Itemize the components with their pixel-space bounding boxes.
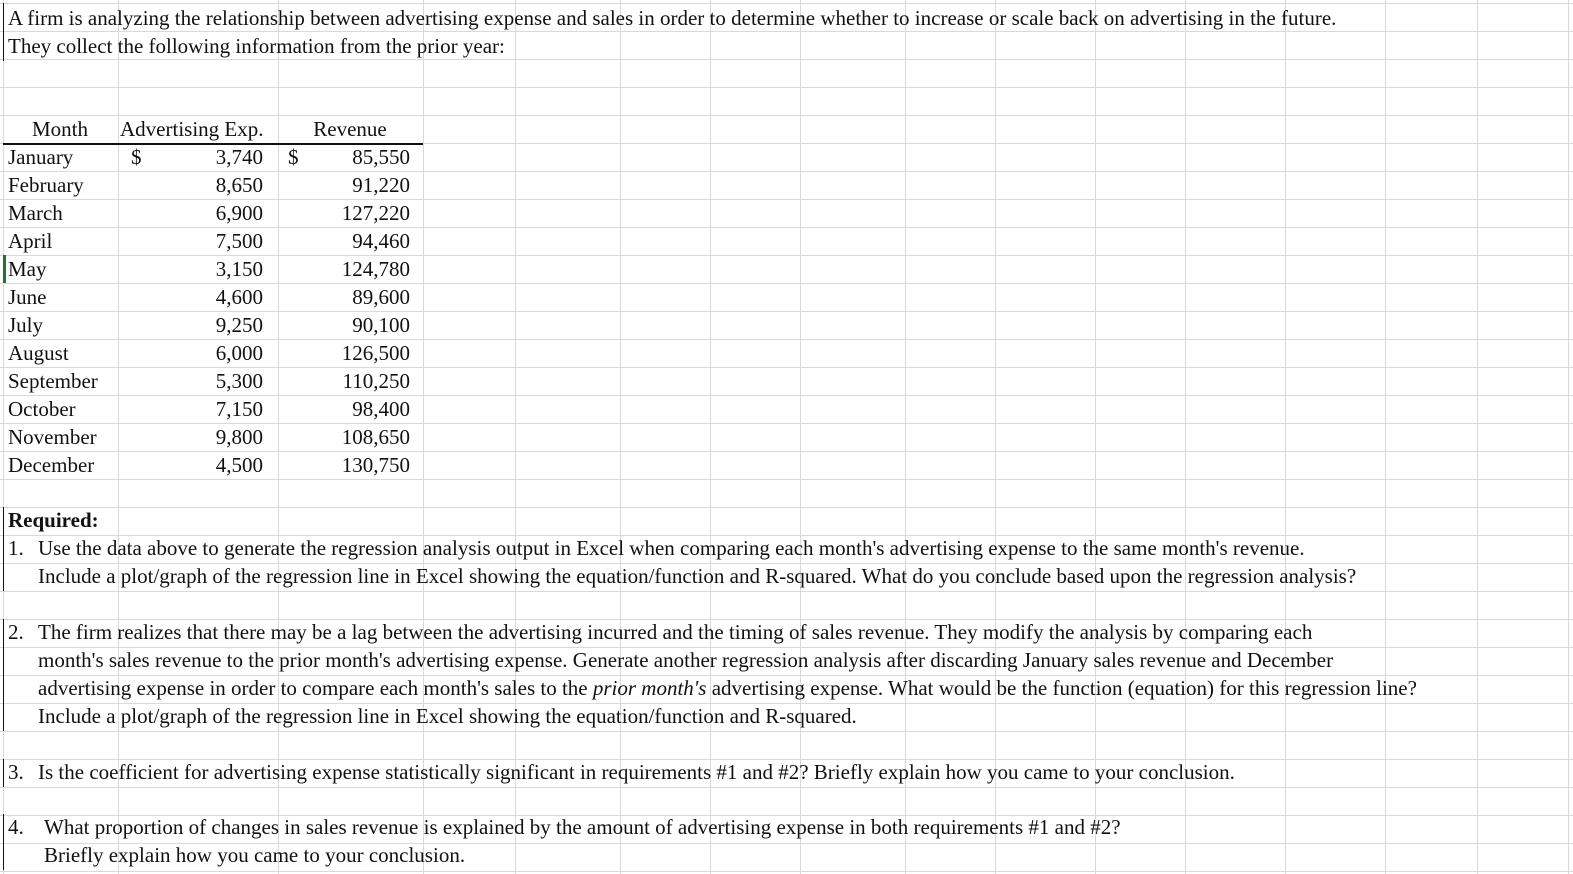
- table-cell-revenue[interactable]: 91,220: [352, 173, 410, 197]
- q1-line-1[interactable]: Use the data above to generate the regression analysis output in Excel when comparing each month's advertising expense to the same month's revenue.: [38, 536, 1305, 560]
- q1-border-left: [3, 507, 4, 591]
- table-cell-advertising[interactable]: 4,500: [215, 453, 263, 477]
- table-cell-month[interactable]: November: [8, 425, 97, 449]
- currency-symbol-advertising: $: [131, 145, 142, 169]
- header-revenue[interactable]: Revenue: [313, 117, 387, 141]
- q3-number: 3.: [8, 760, 24, 784]
- q4-line-2[interactable]: Briefly explain how you came to your conclusion.: [44, 843, 466, 867]
- required-heading[interactable]: Required:: [8, 508, 99, 532]
- table-cell-month[interactable]: October: [8, 397, 76, 421]
- table-cell-month[interactable]: April: [8, 229, 53, 253]
- q4-line-1[interactable]: What proportion of changes in sales revenue is explained by the amount of advertising expense in both requirements #1 and #2?: [44, 815, 1121, 839]
- q3-border-left: [3, 759, 4, 787]
- table-cell-month[interactable]: September: [8, 369, 98, 393]
- table-cell-revenue[interactable]: 89,600: [352, 285, 410, 309]
- q2-line-3-end: advertising expense. What would be the function (equation) for this regression line?: [706, 676, 1417, 700]
- table-cell-revenue[interactable]: 85,550: [352, 145, 410, 169]
- table-cell-month[interactable]: February: [8, 173, 84, 197]
- table-cell-advertising[interactable]: 5,300: [215, 369, 263, 393]
- q2-line-2[interactable]: month's sales revenue to the prior month's advertising expense. Generate another regression analysis after discarding January sales revenue and December: [38, 648, 1334, 672]
- table-cell-advertising[interactable]: 7,500: [215, 229, 263, 253]
- table-cell-revenue[interactable]: 127,220: [341, 201, 410, 225]
- table-cell-revenue[interactable]: 90,100: [352, 313, 410, 337]
- table-cell-advertising[interactable]: 9,800: [215, 425, 263, 449]
- table-cell-revenue[interactable]: 98,400: [352, 397, 410, 421]
- header-advertising[interactable]: Advertising Exp.: [120, 117, 264, 141]
- q2-border-left: [3, 619, 4, 731]
- q2-number: 2.: [8, 620, 24, 644]
- q2-line-3[interactable]: [38, 674, 1417, 702]
- intro-line-2[interactable]: They collect the following information from the prior year:: [8, 34, 505, 58]
- table-cell-advertising[interactable]: 4,600: [215, 285, 263, 309]
- table-cell-revenue[interactable]: 94,460: [352, 229, 410, 253]
- intro-border-left: [3, 3, 4, 61]
- table-cell-month[interactable]: August: [8, 341, 69, 365]
- q3-line-1[interactable]: Is the coefficient for advertising expense statistically significant in requirements #1 and #2? Briefly explain how you came to your conclusion.: [38, 760, 1235, 784]
- table-cell-revenue[interactable]: 130,750: [341, 453, 410, 477]
- table-cell-advertising[interactable]: 3,150: [215, 257, 263, 281]
- q2-line-1[interactable]: The firm realizes that there may be a lag between the advertising incurred and the timing of sales revenue. They modify the analysis by comparing each: [38, 620, 1313, 644]
- table-cell-advertising[interactable]: 3,740: [215, 145, 263, 169]
- table-cell-advertising[interactable]: 6,900: [215, 201, 263, 225]
- q2-line-3-start: advertising expense in order to compare each month's sales to the: [38, 676, 593, 700]
- q2-line-4[interactable]: Include a plot/graph of the regression line in Excel showing the equation/function and R-squared.: [38, 704, 857, 728]
- table-cell-revenue[interactable]: 126,500: [341, 341, 410, 365]
- table-cell-advertising[interactable]: 7,150: [215, 397, 263, 421]
- currency-symbol-revenue: $: [288, 145, 299, 169]
- header-month[interactable]: Month: [31, 117, 88, 141]
- q4-border-left: [3, 814, 4, 870]
- table-cell-month[interactable]: January: [8, 145, 74, 169]
- intro-line-1[interactable]: A firm is analyzing the relationship between advertising expense and sales in order to determine whether to increase or scale back on advertising in the future.: [8, 6, 1337, 30]
- table-cell-advertising[interactable]: 9,250: [215, 313, 263, 337]
- table-cell-revenue[interactable]: 110,250: [342, 369, 410, 393]
- table-cell-month[interactable]: March: [8, 201, 63, 225]
- q4-number: 4.: [8, 815, 24, 839]
- table-cell-month[interactable]: July: [8, 313, 44, 337]
- selected-cell-indicator: [3, 255, 6, 283]
- table-cell-revenue[interactable]: 108,650: [341, 425, 410, 449]
- q1-line-2[interactable]: Include a plot/graph of the regression line in Excel showing the equation/function and R-squared. What do you conclude based upon the regression analysis?: [38, 564, 1357, 588]
- q1-number: 1.: [8, 536, 24, 560]
- q2-line-3-emphasis: prior month's: [592, 676, 707, 700]
- table-cell-revenue[interactable]: 124,780: [341, 257, 410, 281]
- table-cell-advertising[interactable]: 8,650: [215, 173, 263, 197]
- table-cell-month[interactable]: December: [8, 453, 95, 477]
- table-cell-month[interactable]: May: [8, 257, 47, 281]
- table-cell-month[interactable]: June: [8, 285, 47, 309]
- table-cell-advertising[interactable]: 6,000: [215, 341, 263, 365]
